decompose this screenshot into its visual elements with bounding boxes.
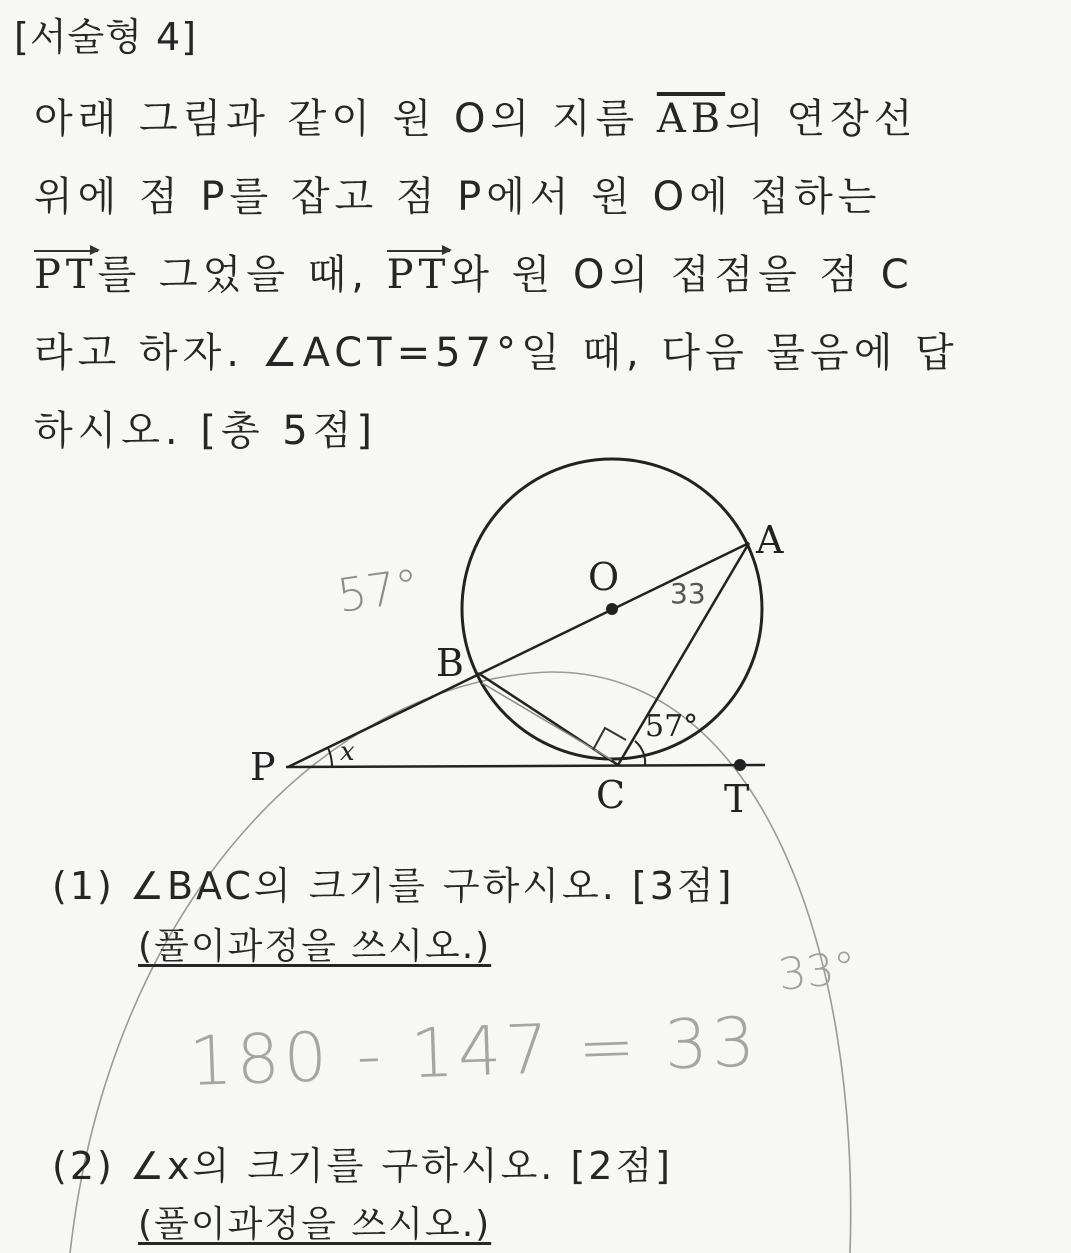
- handwritten-angle-a: 33: [670, 577, 706, 610]
- statement-text: 아래 그림과 같이 원 O의 지름: [34, 96, 657, 142]
- statement-line-2: 위에 점 P를 잡고 점 P에서 원 O에 접하는: [34, 174, 882, 220]
- point-o: [606, 603, 618, 615]
- statement-text: 와 원 O의 접점을 점 C: [450, 252, 914, 298]
- question-1: (1) ∠BAC의 크기를 구하시오. [3점]: [52, 864, 735, 908]
- question-2-instruction: (풀이과정을 쓰시오.): [138, 1204, 492, 1245]
- angle-arc-act: [635, 741, 645, 765]
- label-o: O: [588, 555, 620, 599]
- angle-label-act: 57°: [645, 709, 699, 744]
- ray-pt: PT: [34, 252, 98, 298]
- statement-line-4: 라고 하자. ∠ACT=57°일 때, 다음 물음에 답: [34, 330, 959, 376]
- segment-ab: $\overline{AB}$: [656, 96, 726, 142]
- angle-label-x: x: [340, 737, 355, 767]
- tangent-pt: [286, 765, 765, 767]
- right-angle-mark: [593, 728, 626, 750]
- statement-line-5: 하시오. [총 5점]: [34, 408, 378, 454]
- question-2: (2) ∠x의 크기를 구하시오. [2점]: [52, 1144, 673, 1188]
- handwritten-side-note: 33°: [775, 942, 859, 1001]
- label-b: B: [436, 641, 464, 685]
- label-c: C: [596, 773, 626, 817]
- label-t: T: [724, 777, 750, 821]
- problem-header: [서술형 4]: [14, 15, 198, 59]
- handwritten-angle-note: 57°: [334, 558, 423, 623]
- pencil-trace: [482, 683, 612, 760]
- statement-text: 를 그었을 때,: [97, 252, 387, 298]
- statement-text: 의 연장선: [725, 96, 918, 142]
- label-a: A: [756, 518, 784, 562]
- ray-pt: PT: [386, 252, 451, 298]
- question-1-instruction: (풀이과정을 쓰시오.): [138, 926, 492, 967]
- handwritten-calculation: 180 - 147 = 33: [187, 1003, 761, 1102]
- label-p: P: [250, 745, 276, 789]
- point-t: [734, 759, 746, 771]
